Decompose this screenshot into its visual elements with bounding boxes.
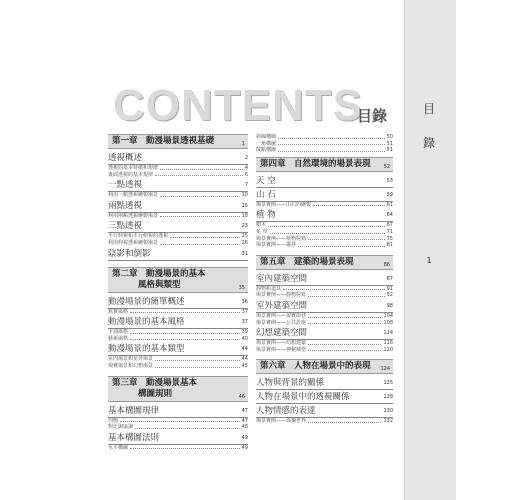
entry-label: 利用仰視透視繪製場景 [108, 239, 159, 246]
entry-page-number: 51 [386, 140, 393, 147]
entry-page-number: 26 [241, 239, 248, 246]
entry-label: 靜物和道具 [256, 285, 282, 292]
side-tab-label [419, 92, 439, 160]
toc-subsection-entry[interactable] [256, 147, 393, 154]
toc-section-entry[interactable] [108, 297, 248, 309]
dot-leader [135, 428, 240, 429]
entry-label: 幻想建築空間 [256, 328, 308, 339]
toc-section-entry[interactable] [108, 153, 248, 165]
chapter-1-list [108, 153, 248, 261]
chapter-5-header[interactable] [256, 255, 393, 270]
dot-leader [270, 233, 385, 234]
chapter-title: 第六章 人物在場景中的表現 [260, 361, 371, 372]
dot-leader [130, 448, 240, 449]
entry-label: 人物在場景中的透視關係 [256, 392, 350, 403]
dot-leader [278, 144, 385, 145]
entry-label: 人物與背景的關係 [256, 378, 325, 389]
chapter-page: 35 [238, 284, 245, 291]
chapter-title-line-2: 風格與類型 [138, 279, 181, 290]
dot-leader [155, 367, 240, 368]
dot-leader [283, 289, 385, 290]
entry-label: 基本構圖法則 [108, 432, 160, 443]
entry-label: 水平構圖 [108, 444, 129, 451]
entry-label: 透視概述 [108, 153, 143, 163]
entry-page-number: 125 [383, 380, 393, 387]
entry-label: 場景實例——叢林 [256, 242, 297, 249]
entry-page-number: 49 [241, 444, 248, 451]
toc-section-entry[interactable] [256, 190, 393, 202]
entry-page-number: 47 [241, 417, 248, 424]
dot-leader [120, 421, 240, 422]
chapter-4-list [256, 176, 393, 249]
entry-label: 寫實風格 [108, 308, 129, 315]
entry-label: 藝術風格 [108, 335, 129, 342]
entry-label: 利用兩點透視繪製場景 [108, 212, 159, 219]
toc-section-entry[interactable] [256, 406, 393, 418]
entry-label: 對比與協調 [108, 424, 134, 431]
dot-leader [308, 296, 385, 297]
chapter-3-header[interactable] [108, 376, 248, 402]
entry-page-number: 40 [241, 335, 248, 342]
contents-title: CONTENTS [113, 81, 363, 130]
entry-label: 室內建築空間 [256, 273, 308, 284]
entry-page-number: 130 [383, 408, 393, 415]
entry-page-number: 37 [241, 308, 248, 315]
toc-subsection-entry[interactable] [108, 445, 248, 452]
toc-section-entry[interactable] [108, 221, 248, 233]
toc-section-entry[interactable] [108, 201, 248, 213]
chapter-page: 124 [380, 366, 390, 373]
entry-page-number: 49 [241, 434, 248, 441]
toc-section-entry[interactable] [108, 406, 248, 418]
toc-section-entry[interactable] [256, 392, 393, 404]
entry-page-number: 10 [241, 192, 248, 199]
entry-page-number: 71 [386, 228, 393, 235]
entry-page-number: 6 [244, 171, 248, 178]
toc-subsection-entry[interactable] [108, 233, 248, 240]
entry-page-number: 44 [241, 356, 248, 363]
entry-label: 植 物 [256, 210, 276, 221]
chapter-5-list [256, 274, 393, 354]
side-tab-char-1: 目 [422, 102, 435, 116]
chapter-title-line-2: 構圖規則 [138, 388, 173, 399]
entry-label: 動漫場景的簡單概述 [108, 296, 185, 307]
toc-section-entry[interactable] [256, 176, 393, 188]
entry-label: 場景實例——靜物特寫 [256, 292, 307, 299]
entry-page-number: 61 [386, 201, 393, 208]
entry-page-number: 120 [383, 346, 393, 353]
entry-page-number: 47 [241, 407, 248, 414]
entry-label: 天 空 [256, 175, 276, 186]
toc-subsection-entry[interactable] [256, 320, 393, 327]
dot-leader [308, 323, 381, 324]
toc-section-entry[interactable] [256, 274, 393, 286]
chapter-6-list [256, 378, 393, 425]
dot-leader [130, 339, 240, 340]
entry-label: 兩點透視 [108, 200, 143, 211]
entry-label: 卡通風格 [108, 329, 129, 336]
toc-subsection-entry[interactable] [256, 347, 393, 354]
entry-page-number: 45 [241, 362, 248, 369]
toc-subsection-entry[interactable] [256, 292, 393, 299]
entry-page-number: 128 [383, 394, 393, 401]
entry-page-number: 4 [244, 165, 248, 171]
side-tab [404, 0, 456, 500]
chapter-4-header[interactable] [256, 157, 393, 172]
chapter-title: 第四章 自然環境的場景表現 [260, 158, 371, 169]
chapter-2-list [108, 297, 248, 370]
dot-leader [313, 205, 385, 206]
entry-page-number: 59 [386, 191, 393, 198]
entry-label: 均衡 [108, 417, 119, 424]
toc-subsection-entry[interactable] [108, 165, 248, 172]
toc-section-entry[interactable] [108, 180, 248, 192]
toc-subsection-entry[interactable] [108, 213, 248, 220]
entry-label: 室外建築空間 [256, 300, 308, 311]
entry-page-number: 2 [244, 155, 248, 161]
entry-page-number: 108 [383, 319, 393, 326]
entry-page-number: 104 [383, 312, 393, 319]
entry-label: 場景實例——公共設施 [256, 319, 307, 326]
toc-subsection-entry[interactable] [256, 242, 393, 249]
entry-label: 山 石 [256, 189, 276, 200]
toc-subsection-entry[interactable] [108, 240, 248, 247]
chapter-page: 52 [383, 163, 390, 170]
entry-label: 畫面透視的基本規律 [108, 171, 154, 178]
entry-page-number: 7 [244, 182, 248, 189]
chapter-1-header[interactable] [108, 134, 248, 149]
toc-subsection-entry[interactable] [108, 356, 248, 363]
toc-section-entry[interactable] [256, 210, 393, 222]
entry-page-number: 64 [386, 212, 393, 219]
entry-label: 樹木 [256, 222, 267, 229]
toc-section-entry[interactable] [108, 433, 248, 445]
toc-subsection-entry[interactable] [108, 309, 248, 316]
entry-label: 一點透視 [108, 180, 143, 191]
entry-label: 場景實例——植物特寫 [256, 235, 307, 242]
chapter-page: 46 [238, 393, 245, 400]
entry-label: 透視的基本特徵和規律 [108, 165, 159, 171]
toc-subsection-entry[interactable] [256, 418, 393, 425]
entry-label: 一角構圖 [256, 140, 277, 147]
entry-label: 場景實例——幻想建築 [256, 340, 307, 347]
entry-label: 基本構圖規律 [108, 405, 160, 416]
toc-subsection-entry[interactable] [108, 329, 248, 336]
entry-page-number: 31 [241, 250, 248, 257]
entry-page-number: 81 [386, 242, 393, 249]
dot-leader [308, 350, 381, 351]
toc-subsection-entry[interactable] [256, 222, 393, 229]
dot-leader [170, 237, 240, 238]
chapter-title: 第一章 動漫場景透視基礎 [112, 136, 215, 146]
entry-page-number: 116 [383, 340, 393, 347]
entry-label: 平行仰視和平行俯視的透視 [108, 233, 169, 240]
entry-page-number: 67 [386, 222, 393, 229]
toc-subsection-entry[interactable] [108, 192, 248, 199]
chapter-title: 第五章 建築的場景表現 [260, 256, 354, 267]
chapter-3-list [108, 406, 248, 452]
entry-page-number: 132 [383, 418, 393, 425]
dot-leader [308, 344, 381, 345]
chapter-page: 86 [383, 261, 390, 268]
entry-label: 室內場景和室外場景 [108, 356, 154, 363]
entry-page-number: 23 [241, 223, 248, 230]
dot-leader [130, 333, 240, 334]
toc-subsection-entry[interactable] [256, 313, 393, 320]
dot-leader [308, 239, 385, 240]
side-page-number: 1 [426, 256, 432, 265]
dot-leader [278, 138, 385, 139]
entry-label: 三點透視 [108, 221, 143, 232]
contents-subtitle: 目錄 [357, 107, 388, 125]
toc-subsection-entry[interactable] [108, 172, 248, 179]
chapter-6-header[interactable] [256, 359, 393, 374]
dot-leader [160, 216, 240, 217]
entry-label: 利用一點透視繪製場景 [108, 192, 159, 199]
entry-page-number: 51 [386, 147, 393, 154]
entry-page-number: 18 [241, 212, 248, 219]
chapter-3-continued-list [256, 134, 393, 154]
side-tab-char-2: 錄 [422, 136, 435, 150]
entry-label: 場景實例——山石的繪製 [256, 201, 312, 208]
dot-leader [278, 151, 385, 152]
dot-leader [160, 196, 240, 197]
entry-label: 場景實例——現實街巷 [256, 312, 307, 319]
chapter-page: 1 [241, 141, 245, 147]
dot-leader [160, 169, 243, 170]
entry-page-number: 87 [386, 275, 393, 282]
toc-subsection-entry[interactable] [256, 202, 393, 209]
entry-page-number: 75 [386, 235, 393, 242]
entry-page-number: 44 [241, 346, 248, 353]
toc-subsection-entry[interactable] [108, 363, 248, 370]
entry-label: 動漫場景的基本風格 [108, 317, 185, 328]
toc-left-column [108, 134, 248, 451]
entry-label: 斜線構圖 [256, 134, 277, 140]
entry-label: 現實場景和幻想場景 [108, 362, 154, 369]
dot-leader [298, 246, 385, 247]
entry-label: 陰影和倒影 [108, 248, 151, 259]
dot-leader [155, 360, 240, 361]
entry-label: 花 草 [256, 228, 268, 235]
entry-page-number: 37 [241, 319, 248, 326]
chapter-2-header[interactable] [108, 267, 248, 293]
toc-section-entry[interactable] [256, 378, 393, 390]
entry-label: 場景實例——孤獨世界 [256, 418, 307, 425]
chapter-title: 第二章 動漫場景的基本 [112, 268, 206, 279]
entry-label: 場景實例——神秘城堡 [256, 346, 307, 353]
dot-leader [308, 422, 381, 423]
toc-section-entry[interactable] [108, 249, 248, 261]
toc-subsection-entry[interactable] [256, 340, 393, 347]
toc-subsection-entry[interactable] [256, 141, 393, 148]
entry-page-number: 39 [241, 329, 248, 336]
toc-section-entry[interactable] [108, 317, 248, 329]
entry-page-number: 53 [386, 177, 393, 184]
toc-section-entry[interactable] [256, 328, 393, 340]
entry-page-number: 91 [386, 285, 393, 292]
dot-leader [308, 317, 381, 318]
entry-page-number: 15 [241, 202, 248, 209]
dot-leader [160, 244, 240, 245]
dot-leader [155, 175, 243, 176]
toc-subsection-entry[interactable] [108, 424, 248, 431]
entry-label: 散點構圖 [256, 147, 277, 154]
toc-right-column [256, 134, 393, 425]
toc-subsection-entry[interactable] [256, 134, 393, 141]
chapter-title: 第三章 動漫場景基本 [112, 377, 198, 388]
entry-page-number: 92 [386, 292, 393, 299]
entry-page-number: 50 [386, 134, 393, 140]
dot-leader [268, 226, 385, 227]
entry-page-number: 114 [383, 330, 393, 337]
entry-page-number: 48 [241, 424, 248, 431]
entry-page-number: 25 [241, 233, 248, 240]
entry-label: 人物情感的表達 [256, 406, 316, 417]
toc-section-entry[interactable] [108, 344, 248, 356]
entry-page-number: 98 [386, 302, 393, 309]
entry-label: 動漫場景的基本類型 [108, 344, 185, 355]
toc-subsection-entry[interactable] [256, 229, 393, 236]
dot-leader [130, 312, 240, 313]
toc-section-entry[interactable] [256, 301, 393, 313]
entry-page-number: 36 [241, 298, 248, 305]
toc-subsection-entry[interactable] [108, 336, 248, 343]
